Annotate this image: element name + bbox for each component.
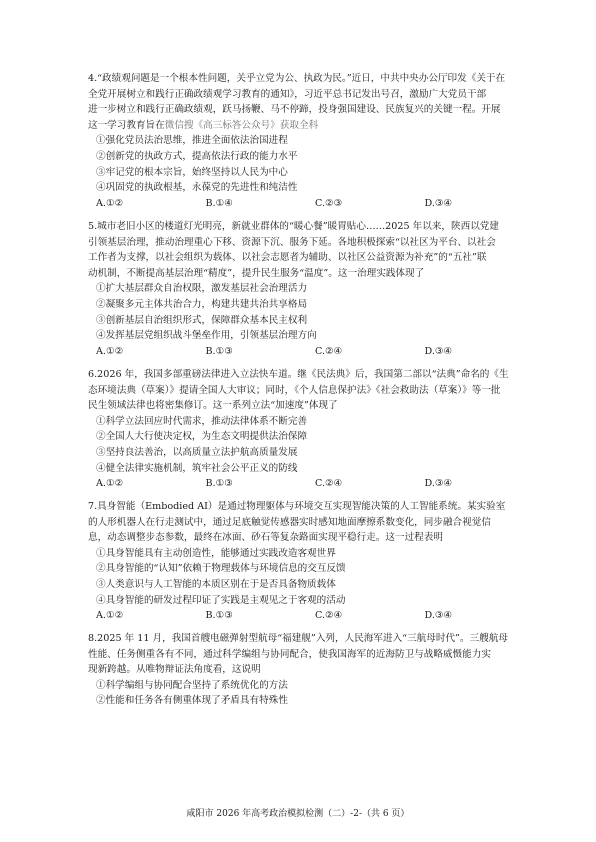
question-4 [88,71,534,211]
option-statement: ③牢记党的根本宗旨，始终坚持以人民为中心 [96,166,288,178]
answer-choice: B.①③ [205,478,233,490]
question-stem-line: 全党开展树立和践行正确政绩观学习教育的通知》，习近平总书记发出号召，激励广大党员干部 [88,88,487,100]
answer-choice: A.①② [96,478,124,490]
answer-choice: D.③④ [424,478,453,490]
question-stem-line: 的人形机器人在行走测试中，通过足底触觉传感器实时感知地面摩擦系数变化，同步融合视觉信 [88,516,491,528]
question-stem-line: 工作者为支撑，以社会组织为载体、以社会志愿者为辅助、以社区公益资源为补充”的“五社”联 [88,252,487,264]
answer-choices-row [88,196,534,212]
question-5 [88,219,534,359]
answer-choice: D.③④ [424,197,453,209]
answer-choice: C.②④ [315,610,343,622]
answer-choice: C.②④ [315,478,343,490]
answer-choice: C.②④ [315,345,343,357]
question-7 [88,499,534,624]
option-statement: ②凝聚多元主体共治合力，构建共建共治共享格局 [96,298,308,310]
option-statement: ②性能和任务各有侧重体现了矛盾具有特殊性 [96,695,288,707]
answer-choices-row [88,476,534,492]
option-statement: ④发挥基层党组织战斗堡垒作用，引领基层治理方向 [96,330,317,342]
answer-choice: C.②③ [315,197,343,209]
option-statement: ④健全法律实施机制，筑牢社会公平正义的防线 [96,462,298,474]
option-statement: ①具身智能具有主动创造性，能够通过实践改造客观世界 [96,547,336,559]
answer-choice: B.①③ [205,610,233,622]
answer-choice: A.①② [96,345,124,357]
question-stem-line: 引领基层治理，推动治理重心下移、资源下沉、服务下延。各地积极探索“以社区为平台、以社会 [88,236,496,248]
option-statement: ④具身智能的研发过程印证了实践是主观见之于客观的活动 [96,594,346,606]
answer-choices-row [88,608,534,624]
question-stem-line: 这一学习教育旨在微信搜《高三标答公众号》获取全科 [88,119,319,131]
option-statement: ①科学编组与协同配合坚持了系统优化的方法 [96,679,288,691]
watermark-text: 微信搜《高三标答公众号》获取全科 [164,119,319,131]
option-statement: ②全国人大行使决定权，为生态文明提供法治保障 [96,431,308,443]
question-stem-line: 8.2025 年 11 月，我国首艘电磁弹射型航母“福建舰”入列，人民海军进入“三航母时代”。三艘航母 [88,633,508,644]
answer-choice: A.①② [96,610,124,622]
option-statement: ①扩大基层群众自治权限，激发基层社会治理活力 [96,283,308,295]
answer-choices-row [88,344,534,360]
question-stem-line: 动机制，不断提高基层治理“精度”，提升民生服务“温度”。这一治理实践体现了 [88,267,425,279]
answer-choice: B.①③ [205,345,233,357]
question-stem-line: 5.城市老旧小区的楼道灯光明亮，新就业群体的“暖心餐”暖胃贴心……2025 年以来，陕西以党建 [88,221,499,232]
answer-choice: A.①② [96,197,124,209]
question-stem-line: 7.具身智能（Embodied AI）是通过物理躯体与环境交互实现智能决策的人工智能系统。某实验室 [88,501,506,512]
question-stem-line: 性能、任务侧重各有不同，通过科学编组与协同配合，使我国海军的近海防卫与战略威慑能力实 [88,648,491,660]
option-statement: ③人类意识与人工智能的本质区别在于是否具备物质载体 [96,578,336,590]
option-statement: ①强化党员法治思维，推进全面依法治国进程 [96,135,288,147]
answer-choice: B.①④ [205,197,233,209]
answer-choice: D.③④ [424,610,453,622]
question-8 [88,631,534,709]
answer-choice: D.③④ [424,345,453,357]
option-statement: ①科学立法回应时代需求，推动法律体系不断完善 [96,415,308,427]
question-stem-line: 态环境法典（草案）》提请全国人大审议；同时，《个人信息保护法》《社会救助法（草案）》等一批 [88,384,501,396]
question-6 [88,367,534,492]
question-stem-line: 4.“政绩观问题是一个根本性问题，关乎立党为公、执政为民。”近日，中共中央办公厅印发《关于在 [88,73,506,84]
option-statement: ③坚持良法善治，以高质量立法护航高质量发展 [96,446,298,458]
question-stem-line: 息，动态调整步态参数，最终在冰面、砂石等复杂路面实现平稳行走。这一过程表明 [88,532,443,544]
option-statement: ④巩固党的执政根基，永葆党的先进性和纯洁性 [96,182,298,194]
page-footer: 咸阳市 2026 年高考政治模拟检测（二）-2-（共 6 页） [186,809,410,819]
option-statement: ②创新党的执政方式，提高依法行政的能力水平 [96,150,298,162]
option-statement: ②具身智能的“认知”依赖于物理载体与环境信息的交互反馈 [96,563,346,575]
question-stem-line: 进一步树立和践行正确政绩观，跃马扬鞭、马不停蹄，投身强国建设、民族复兴的关键一程。开展 [88,104,501,116]
question-stem-line: 6.2026 年，我国多部重磅法律进入立法快车道。继《民法典》后，我国第二部以“法典”命名的《生 [88,369,509,380]
question-stem-line: 现新跨越。从唯物辩证法角度看，这说明 [88,664,261,676]
question-stem-line: 民生领域法律也将密集修订。这一系列立法“加速度”体现了 [88,400,338,412]
option-statement: ③创新基层自治组织形式，保障群众基本民主权利 [96,314,308,326]
